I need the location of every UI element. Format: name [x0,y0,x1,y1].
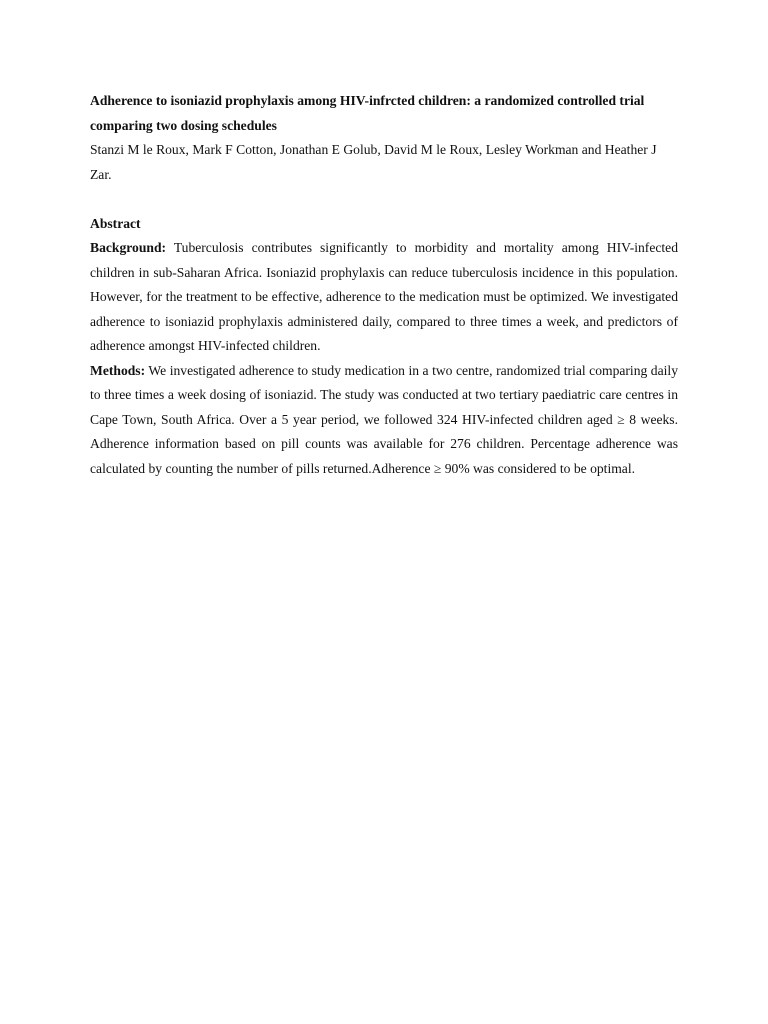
background-label: Background: [90,240,167,255]
section-spacer [90,187,678,212]
methods-paragraph [90,359,678,482]
background-text: Tuberculosis contributes significantly to morbidity and mortality among HIV-infected children in sub-Saharan Africa. Isoniazid prophylaxis can reduce tuberculosis incidence in this population. However, for the treatment to be effective, adherence to the medication must be optimized. We investigated adherence to isoniazid prophylaxis administered daily, compared to three times a week, and predictors of adherence amongst HIV-infected children. [90,240,678,353]
author-list: Stanzi M le Roux, Mark F Cotton, Jonathan E Golub, David M le Roux, Lesley Workman and Heather J Zar. [90,142,657,182]
background-paragraph [90,236,678,359]
methods-text: We investigated adherence to study medication in a two centre, randomized trial comparing daily to three times a week dosing of isoniazid. The study was conducted at two tertiary paediatric care centres in Cape Town, South Africa. Over a 5 year period, we followed 324 HIV-infected children aged ≥ 8 weeks. Adherence information based on pill counts was available for 276 children. Percentage adherence was calculated by counting the number of pills returned.Adherence ≥ 90% was considered to be optimal. [90,362,678,476]
paper-page [90,89,678,481]
methods-label: Methods: [90,362,146,378]
abstract-heading: Abstract [90,215,141,231]
paper-title: Adherence to isoniazid prophylaxis among HIV-infrcted children: a randomized controlled trial comparing two dosing schedules [90,93,645,133]
